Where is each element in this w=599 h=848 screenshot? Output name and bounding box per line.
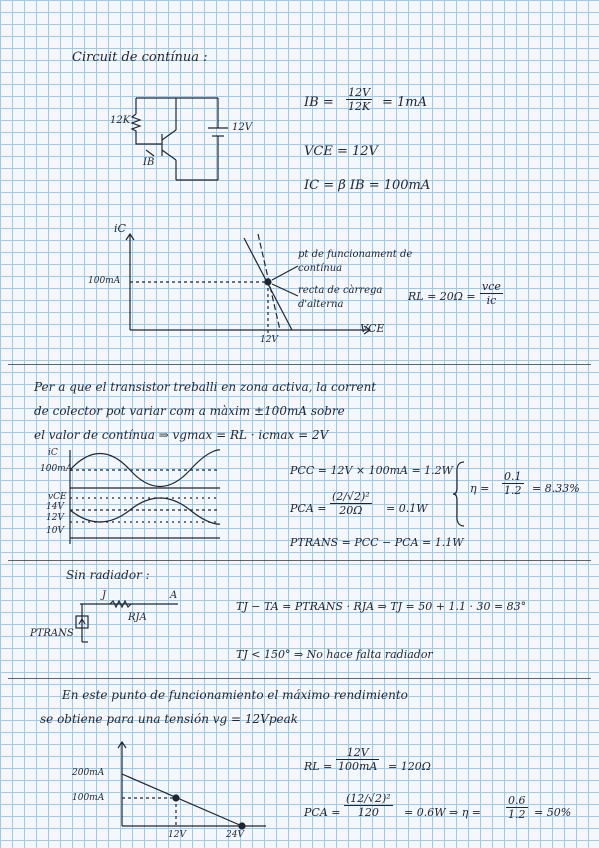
graph2-label-12v: 12V [46, 513, 64, 523]
thermal-j-label: J [102, 590, 107, 601]
eq-rl-rhs: = 120Ω [388, 760, 431, 773]
eq-tj: TJ − TA = PTRANS · RJA ⇒ TJ = 50 + 1.1 · 30 = 83° [236, 600, 527, 613]
eq-pca-rhs: = 0.1W [386, 502, 428, 515]
graph2-label-10v: 10V [46, 526, 64, 536]
eq-ib-num: 12V [346, 86, 372, 100]
eq-ptrans: PTRANS = PCC − PCA = 1.1W [290, 536, 464, 549]
eq-tj-condition: TJ < 150° ⇒ No hace falta radiador [236, 648, 433, 661]
eq-rl-fraction [336, 746, 379, 773]
source-label: 12V [232, 122, 252, 133]
thermal-r-label: RJA [128, 612, 147, 623]
graph2-label-vce: vCE [48, 492, 67, 502]
waveform-graph [60, 448, 230, 548]
eq-pca2-lhs: PCA = [304, 806, 341, 819]
graph3-x-tick-24v: 24V [226, 830, 244, 840]
power-brace [452, 460, 466, 528]
max-efficiency-graph [110, 738, 270, 832]
graph2-label-100ma: 100mA [40, 464, 73, 474]
separator-3 [8, 678, 591, 679]
thermal-a-label: A [170, 590, 178, 601]
paragraph1-line2: de colector pot variar com a màxim ±100mA sobre [34, 404, 345, 418]
eq-pca2-rhs: = 0.6W ⇒ η = [404, 806, 482, 819]
eq-ib-den: 12K [348, 100, 371, 113]
eq-pca2-fraction [344, 792, 393, 819]
base-current-label: IB [143, 157, 155, 168]
eq-rl-den: 100mA [338, 760, 378, 773]
thermal-diagram [70, 594, 190, 654]
eq-eta-fraction [502, 470, 524, 497]
separator-1 [8, 364, 591, 365]
section3-line1: En este punto de funcionamiento el máximo rendimiento [62, 688, 408, 702]
eq-vce: VCE = 12V [304, 144, 378, 159]
eq-pca2-num: (12/√2)² [346, 792, 391, 805]
eq-pca-fraction [330, 490, 372, 517]
paragraph1-line3: el valor de contínua ⇒ vgmax = RL · icmax = 2V [34, 428, 329, 442]
eq-pca2-den: 120 [357, 806, 379, 819]
eq-eta2-den: 1.2 [508, 808, 526, 821]
eq-eta-lhs: η = [470, 482, 490, 495]
graph1-y-tick: 100mA [88, 276, 121, 286]
section3-line2: se obtiene para una tensión vg = 12Vpeak [40, 712, 299, 726]
resistor-label: 12K [110, 115, 131, 126]
eq-ib-lhs: IB = [304, 95, 334, 110]
paragraph1-line1: Per a que el transistor treballi en zona activa, la corrent [34, 380, 377, 394]
eq-pca-den: 20Ω [339, 504, 363, 517]
graph1-x-tick: 12V [260, 335, 278, 345]
annotation-ac-load-line: recta de càrrega d'alterna [298, 285, 383, 310]
graph2-label-14v: 14V [46, 502, 64, 512]
graph3-x-tick-12v: 12V [168, 830, 186, 840]
section-heading-dc-circuit: Circuit de contínua : [72, 50, 208, 65]
eq-pcc: PCC = 12V × 100mA = 1.2W [290, 464, 453, 477]
eq-pca-lhs: PCA = [290, 502, 327, 515]
rl-eq-lhs: RL = 20Ω = [408, 290, 476, 303]
thermal-p-label: PTRANS [30, 628, 74, 639]
graph1-x-axis-label: VCE [360, 322, 385, 335]
annotation-operating-point: pt de funcionament de contínua [298, 249, 413, 274]
eq-ib-rhs: = 1mA [382, 95, 428, 110]
rl-eq-fraction [480, 280, 503, 307]
eq-rl-lhs: RL = [304, 760, 333, 773]
separator-2 [8, 560, 591, 561]
section-heading-no-heatsink: Sin radiador : [66, 568, 150, 582]
eq-eta-rhs: = 8.33% [532, 482, 580, 495]
eq-eta-den: 1.2 [504, 484, 522, 497]
rl-eq-num: vce [482, 280, 501, 293]
eq-ic: IC = β IB = 100mA [304, 178, 431, 193]
eq-eta-num: 0.1 [504, 470, 522, 483]
graph3-y-tick-200: 200mA [72, 768, 105, 778]
eq-eta2-num: 0.6 [508, 794, 526, 807]
rl-eq-den: ic [486, 294, 497, 307]
eq-rl-num: 12V [336, 746, 379, 760]
dc-circuit-diagram [100, 90, 250, 190]
eq-eta2-rhs: = 50% [534, 806, 572, 819]
eq-pca-num: (2/√2)² [332, 490, 370, 503]
eq-ib-fraction [346, 86, 372, 113]
eq-eta2-fraction [506, 794, 528, 821]
graph1-y-axis-label: iC [114, 222, 126, 235]
graph2-label-ic: iC [48, 448, 58, 458]
graph3-y-tick-100: 100mA [72, 793, 105, 803]
